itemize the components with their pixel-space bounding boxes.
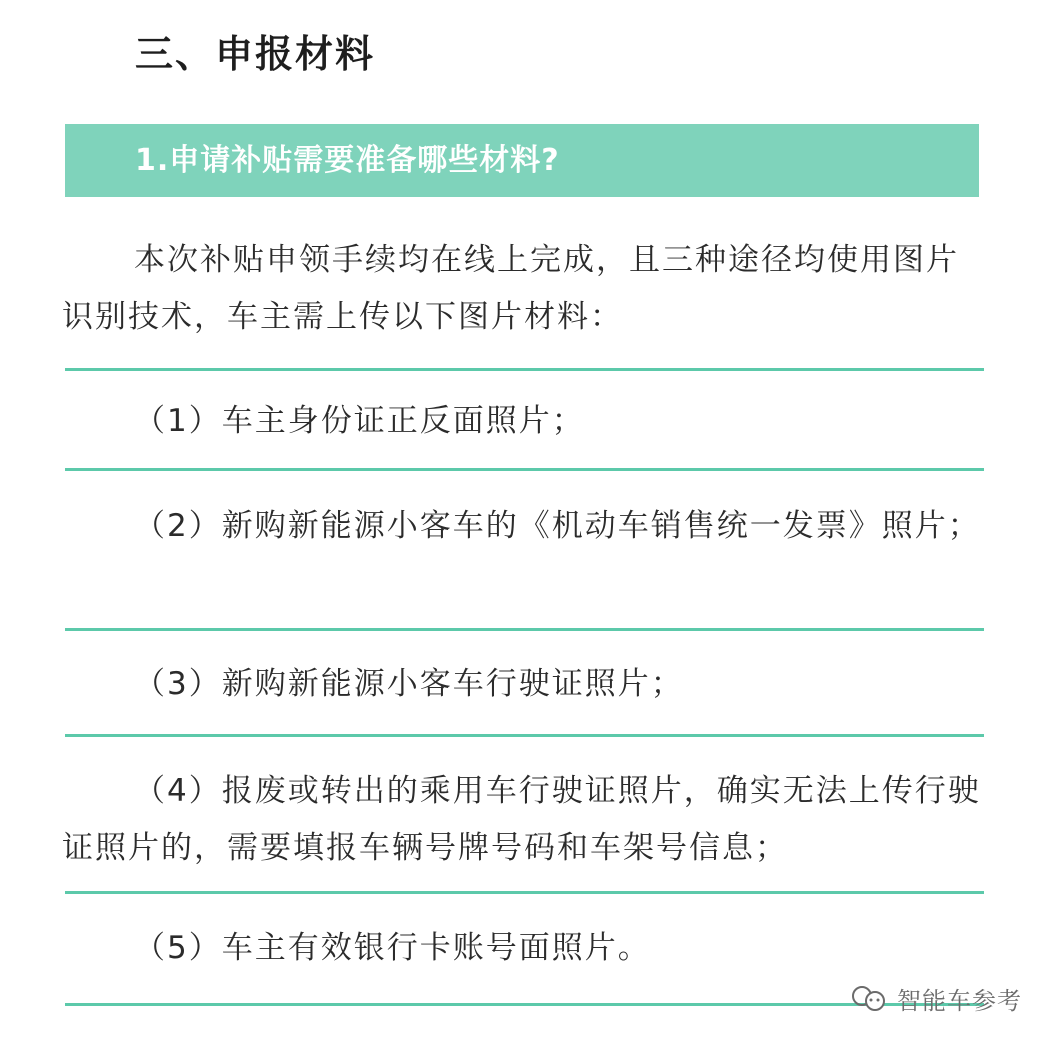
list-item: （1）车主身份证正反面照片； [134,403,585,439]
wechat-official-account-icon [849,984,889,1014]
divider-line [65,468,984,471]
divider-line [65,368,984,371]
list-item: （2）新购新能源小客车的《机动车销售统一发票》照片； [134,508,981,544]
divider-line [65,628,984,631]
divider-line [65,891,984,894]
divider-line [65,734,984,737]
list-item: （4）报废或转出的乘用车行驶证照片，确实无法上传行驶证照片的，需要填报车辆号牌号码和车架号信息； [62,773,981,866]
question-banner-text: 1.申请补贴需要准备哪些材料? [135,143,560,178]
intro-paragraph: 本次补贴申领手续均在线上完成，且三种途径均使用图片识别技术，车主需上传以下图片材料： [62,242,959,335]
divider-line [65,1003,984,1006]
list-item: （3）新购新能源小客车行驶证照片； [134,666,684,702]
watermark [849,981,1022,1016]
list-item: （5）车主有效银行卡账号面照片。 [134,930,651,966]
question-banner [65,124,979,197]
watermark-text: 智能车参考 [897,987,1022,1015]
section-title: 三、申报材料 [135,32,376,76]
